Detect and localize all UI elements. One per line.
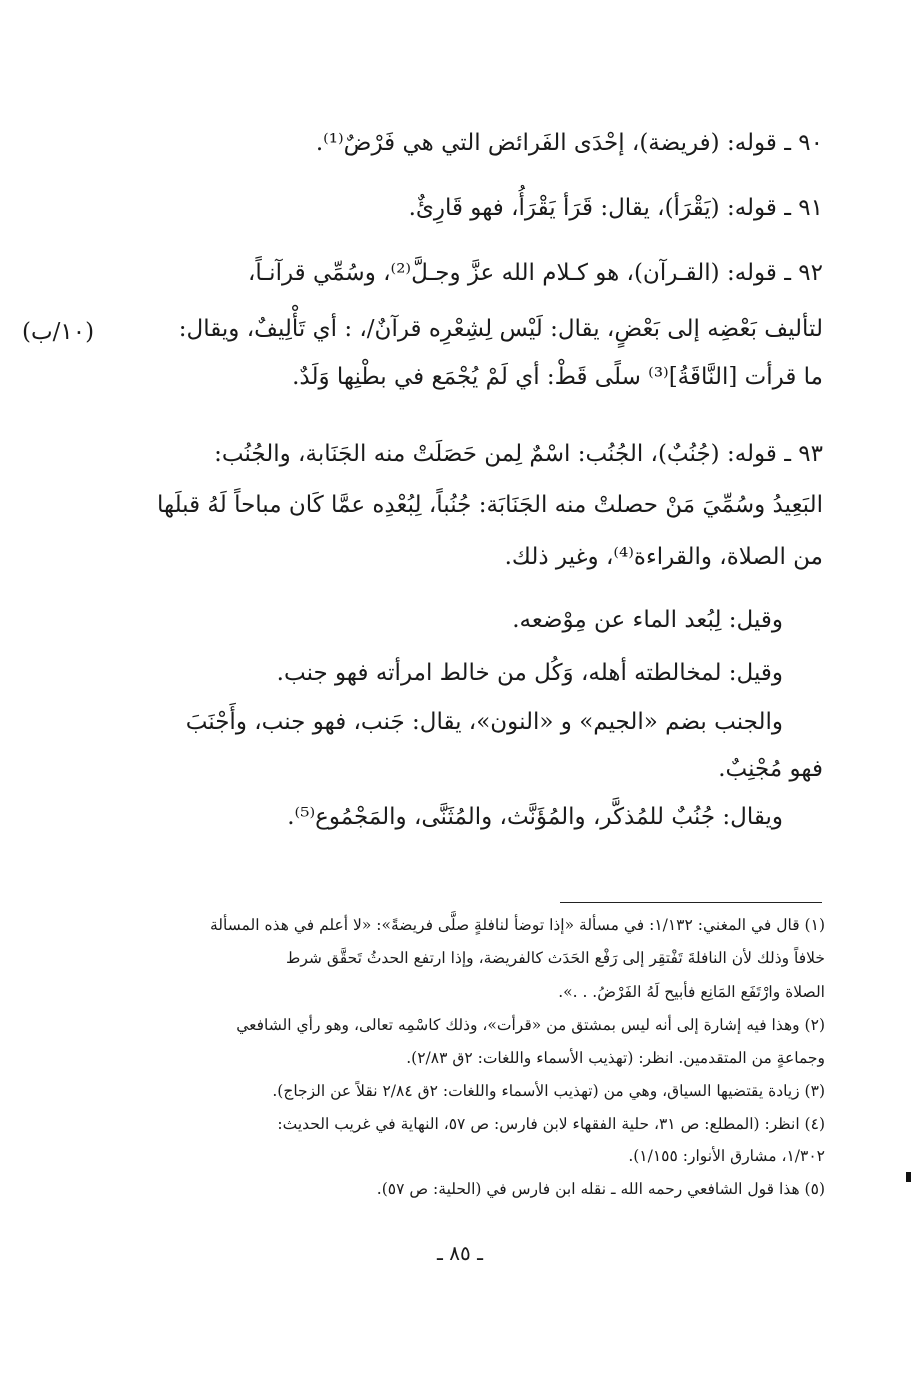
footnote-5: (٥) هذا قول الشافعي رحمه الله ـ نقله ابن فارس في (الحلية: ص ٥٧). <box>376 1180 825 1198</box>
entry-92-line-2: لتأليف بَعْضِه إلى بَعْضٍ، يقال: لَيْس لِشِعْرِه قرآنٌ/، : أي تَأْلِيفٌ، ويقال: <box>178 316 823 342</box>
footnote-2-line-1: (٢) وهذا فيه إشارة إلى أنه ليس بمشتق من «قرأت»، وذلك كاسْمِه تعالى، وهو رأي الشافعي <box>236 1016 825 1034</box>
entry-93-line-8: ويقال: جُنُبٌ للمُذكَّر، والمُؤَنَّث، والمُثَنَّى، والمَجْمُوع⁽⁵⁾. <box>287 804 783 830</box>
footnote-4-line-2: ١/٣٠٢، مشارق الأنوار: ١/١٥٥). <box>628 1147 825 1165</box>
entry-91-line: ٩١ ـ قوله: (يَقْرَأ)، يقال: قَرَأ يَقْرَأُ، فهو قَارِئٌ. <box>408 195 823 221</box>
footnote-4-line-1: (٤) انظر: (المطلع: ص ٣١، حلية الفقهاء لابن فارس: ص ٥٧، النهاية في غريب الحديث: <box>277 1115 825 1133</box>
entry-92-line-3: ما قرأت [النَّاقَةُ]⁽³⁾ سلًى قَطْ: أي لَمْ يُجْمَع في بطْنِها وَلَدٌ. <box>292 364 823 390</box>
entry-92-line-1: ٩٢ ـ قوله: (القـرآن)، هو كـلام الله عزَّ وجـلَّ⁽²⁾، وسُمِّي قرآنـاً، <box>248 260 823 286</box>
entry-93-line-5: وقيل: لمخالطته أهله، وَكُل من خالط امرأته فهو جنب. <box>276 660 783 686</box>
footnote-1-line-1: (١) قال في المغني: ١/١٣٢: في مسألة «إذا توضأ لنافلةٍ صلَّى فريضةً»: «لا أعلم في هذه المسألة <box>209 916 825 934</box>
footnote-3: (٣) زيادة يقتضيها السياق، وهي من (تهذيب الأسماء واللغات: ٢ق ٢/٨٤ نقلاً عن الزجاج). <box>272 1082 825 1100</box>
entry-93-line-2: البَعِيدُ وسُمِّيَ مَنْ حصلتْ منه الجَنَابَة: جُنُباً، لِبُعْدِه عمَّا كَان مباحاً لَهُ قبلَها <box>156 492 823 518</box>
footnote-2-line-2: وجماعةٍ من المتقدمين. انظر: (تهذيب الأسماء واللغات: ٢ق ٢/٨٣). <box>406 1049 825 1067</box>
entry-93-line-4: وقيل: لِبُعد الماء عن مِوْضعه. <box>512 607 783 633</box>
page-number: ـ ٨٥ ـ <box>437 1241 483 1265</box>
footnote-1-line-3: الصلاة وارْتَفَع المَانِع فأبيح لَهُ الفَرْضُ. . .». <box>558 983 825 1001</box>
scan-edge-mark <box>906 1172 911 1182</box>
manuscript-folio-note: (١٠/ب) <box>22 319 95 345</box>
footnote-1-line-2: خلافاً وذلك لأن النافلةَ تَفْتقِر إلى رَفْع الحَدَث كالفريضة، وإذا ارتفع الحدثُ تَحقَّق شرط <box>286 949 825 967</box>
footnote-separator <box>560 902 822 903</box>
entry-93-line-7: فهو مُجْنِبٌ. <box>718 756 823 782</box>
entry-93-line-6: والجنب بضم «الجيم» و «النون»، يقال: جَنب، فهو جنب، وأَجْنَبَ <box>185 709 783 735</box>
entry-93-line-3: من الصلاة، والقراءة⁽⁴⁾، وغير ذلك. <box>504 544 823 570</box>
entry-93-line-1: ٩٣ ـ قوله: (جُنُبٌ)، الجُنُب: اسْمٌ لِمن حَصَلَتْ منه الجَنَابة، والجُنُب: <box>214 441 823 467</box>
entry-90-line: ٩٠ ـ قوله: (فريضة)، إحْدَى الفَرائض التي هي فَرْضٌ⁽¹⁾. <box>315 130 823 156</box>
